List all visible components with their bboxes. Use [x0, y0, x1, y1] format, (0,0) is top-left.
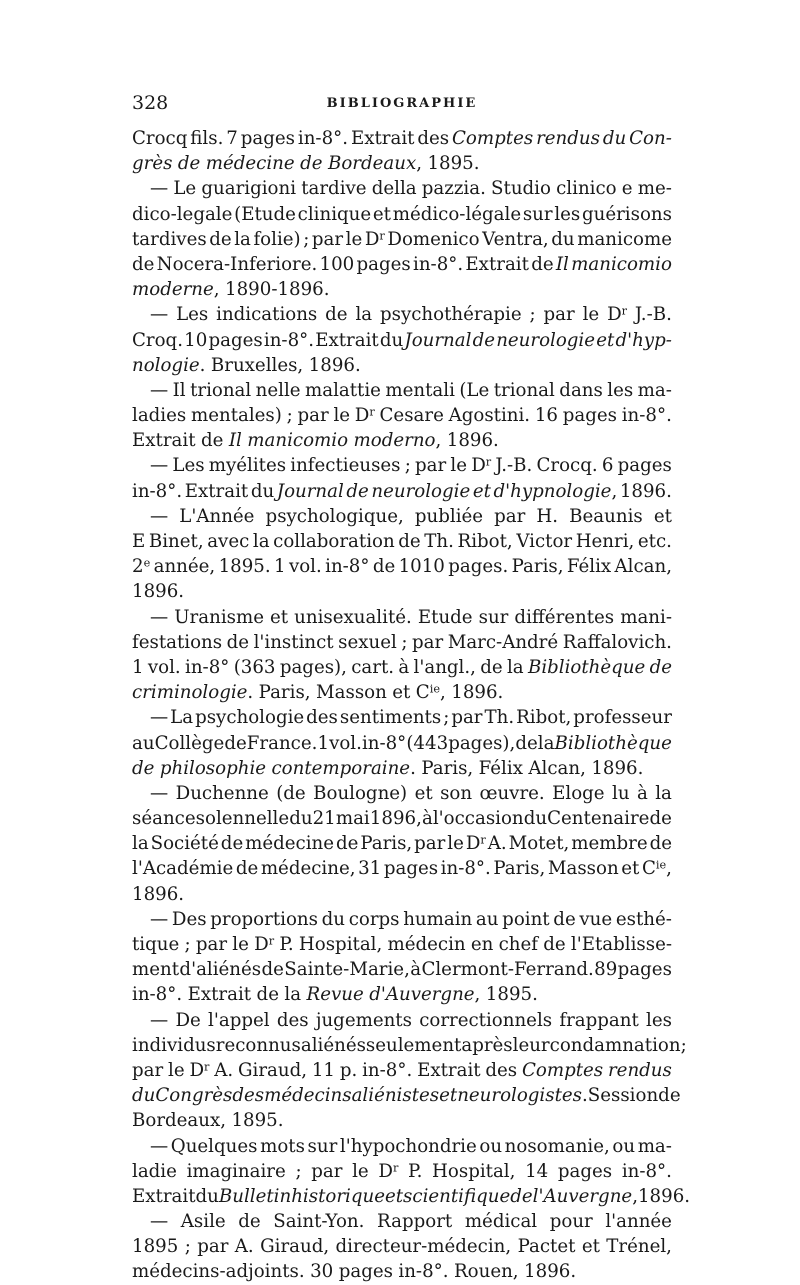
text-line: du Congrès des médecins aliénistes et neurologistes. Session de: [132, 1085, 681, 1107]
text-line: 1895 ; par A. Giraud, directeur-médecin, Pactet et Trénel,: [132, 1236, 672, 1258]
text-line: 1 vol. in-8° (363 pages), cart. à l'angl., de la Bibliothèque de: [132, 656, 672, 678]
text-line: séance solennelle du 21 mai 1896, à l'occasion du Centenaire de: [132, 808, 672, 830]
text-line: dico-legale (Etude clinique et médico-légale sur les guérisons: [132, 203, 672, 225]
text-line: Croq. 10 pages in-8°. Extrait du Journal de neurologie et d'hyp-: [132, 329, 672, 351]
text-line: — Asile de Saint-Yon. Rapport médical pour l'année: [150, 1211, 672, 1233]
text-line: moderne, 1890-1896.: [132, 279, 330, 301]
text-line: in-8°. Extrait de la Revue d'Auvergne, 1895.: [132, 984, 538, 1006]
text-line: grès de médecine de Bordeaux, 1895.: [132, 153, 480, 175]
text-line: — Le guarigioni tardive della pazzia. Studio clinico e me-: [150, 178, 672, 200]
page-number: 328: [132, 92, 169, 114]
text-line: tique ; par le $D^r$ P. Hospital, médecin en chef de l'Etablisse-: [132, 934, 672, 955]
text-line: au Collège de France. 1 vol. in-8° (443 pages), de la Bibliothèque: [132, 732, 672, 754]
running-title: BIBLIOGRAPHIE: [326, 96, 478, 111]
text-line: — L'Année psychologique, publiée par H. Beaunis et: [150, 505, 672, 527]
text-line: — Des proportions du corps humain au point de vue esthé-: [150, 908, 672, 930]
text-line: médecins-adjoints. 30 pages in-8°. Rouen, 1896.: [132, 1261, 577, 1283]
text-line: — Uranisme et unisexualité. Etude sur différentes mani-: [150, 606, 672, 628]
text-line: Bordeaux, 1895.: [132, 1110, 284, 1132]
text-line: ladie imaginaire ; par le $D^r$ P. Hospital, 14 pages in-8°.: [132, 1160, 672, 1182]
text-line: Extrait de Il manicomio moderno, 1896.: [132, 430, 499, 452]
text-line: tardives de la folie) ; par le $D^r$ Domenico Ventra, du manicome: [132, 228, 672, 250]
text-line: in-8°. Extrait du Journal de neurologie et d'hypnologie, 1896.: [132, 480, 672, 502]
text-line: 1896.: [132, 883, 185, 905]
text-line: l'Académie de médecine, 31 pages in-8°. Paris, Masson et $C^{ie}$,: [132, 858, 672, 880]
text-line: 2e année, 1895. 1 vol. in-8° de 1010 pages. Paris, Félix Alcan,: [132, 556, 672, 578]
text-line: Extrait du Bulletin historique et scientifique de l'Auvergne, 1896.: [132, 1185, 691, 1207]
page-header: [132, 92, 672, 122]
text-line: 1896.: [132, 581, 185, 603]
text-line: — Les myélites infectieuses ; par le $D^r$ J.-B. Crocq. 6 pages: [150, 455, 672, 477]
text-line: — De l'appel des jugements correctionnels frappant les: [150, 1009, 672, 1031]
text-line: de Nocera-Inferiore. 100 pages in-8°. Extrait de Il manicomio: [132, 253, 672, 275]
text-line: de philosophie contemporaine. Paris, Félix Alcan, 1896.: [132, 757, 644, 779]
text-line: — Duchenne (de Boulogne) et son œuvre. Eloge lu à la: [150, 782, 672, 804]
text-line: — Les indications de la psychothérapie ; par le $D^r$ J.-B.: [150, 304, 672, 326]
text-line: — Quelques mots sur l'hypochondrie ou nosomanie, ou ma-: [150, 1135, 672, 1157]
text-line: ladies mentales) ; par le $D^r$ Cesare Agostini. 16 pages in-8°.: [132, 405, 672, 427]
text-line: festations de l'instinct sexuel ; par Marc-André Raffalovich.: [132, 631, 672, 653]
text-line: nologie. Bruxelles, 1896.: [132, 354, 361, 376]
bibliography-text: [132, 126, 691, 1285]
text-line: Crocq fils. 7 pages in-8°. Extrait des Comptes rendus du Con-: [132, 128, 672, 149]
text-line: ment d'aliénés de Sainte-Marie, à Clermont-Ferrand. 89 pages: [132, 959, 672, 981]
text-line: la Société de médecine de Paris, par le $D^r$ A. Motet, membre de: [132, 833, 672, 855]
text-line: par le $D^r$ A. Giraud, 11 p. in-8°. Extrait des Comptes rendus: [132, 1059, 672, 1081]
text-line: — Il trional nelle malattie mentali (Le trional dans les ma-: [150, 379, 672, 401]
text-line: E Binet, avec la collaboration de Th. Ribot, Victor Henri, etc.: [132, 531, 672, 552]
text-line: — La psychologie des sentiments ; par Th. Ribot, professeur: [150, 707, 672, 729]
text-line: criminologie. Paris, Masson et $C^{ie}$, 1896.: [132, 682, 504, 704]
text-line: individus reconnus aliénés seulement après leur condamnation ;: [132, 1034, 687, 1056]
